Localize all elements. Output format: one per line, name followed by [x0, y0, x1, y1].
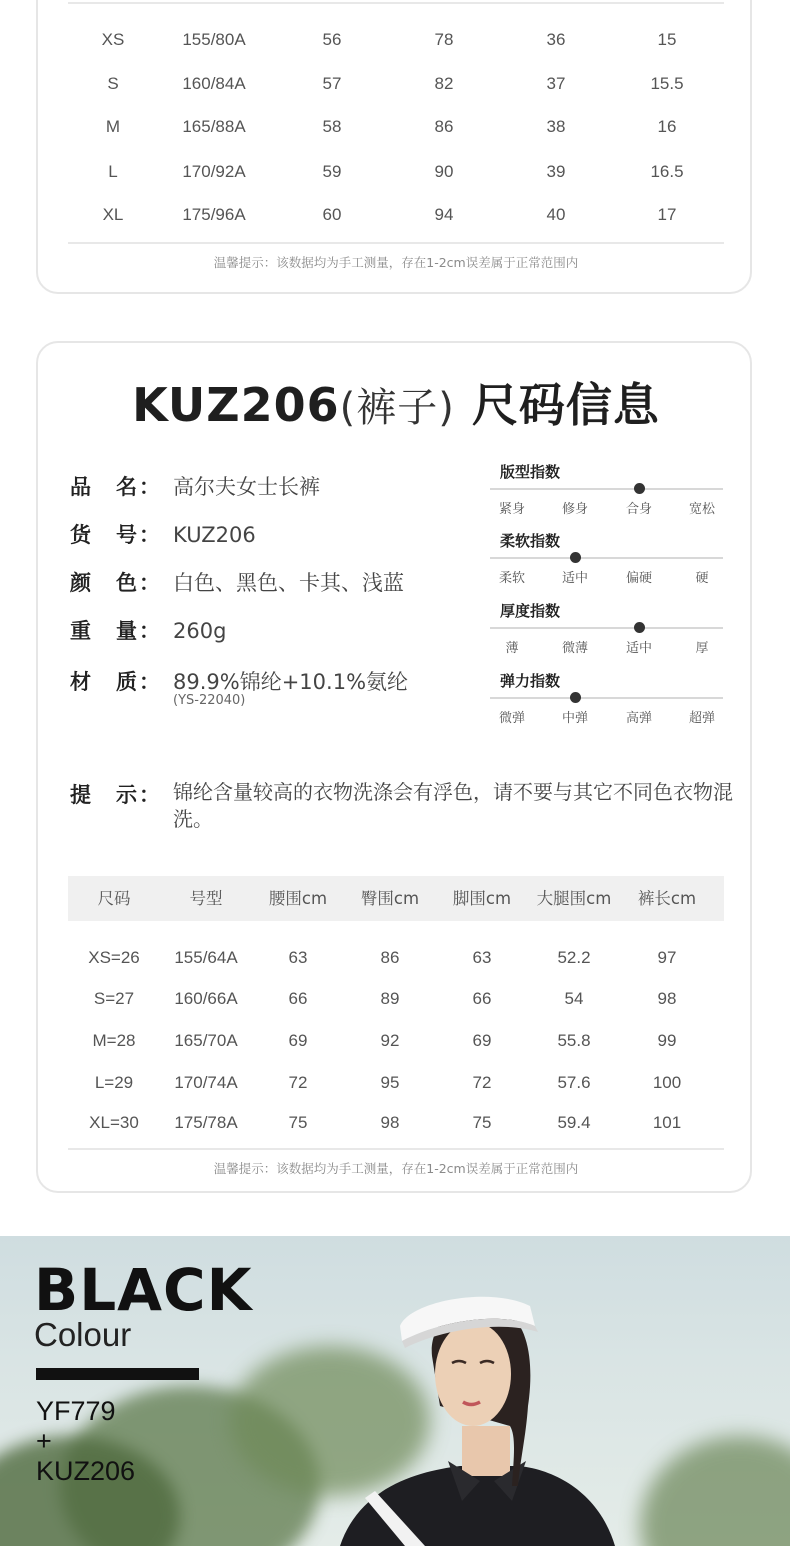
table-cell: 155/64A [174, 948, 238, 967]
table-cell: 98 [380, 1113, 400, 1132]
color-name-heading: BLACK [34, 1256, 253, 1324]
table-cell: 54 [564, 989, 584, 1008]
info-subvalue: (YS-22040) [173, 693, 246, 708]
size-table-header [68, 876, 724, 921]
measurement-note: 温馨提示：该数据均为手工测量，存在1-2cm误差属于正常范围内 [213, 1161, 579, 1176]
scale-option: 厚 [695, 641, 709, 656]
table-cell: 16.5 [650, 162, 684, 181]
scale-option: 合身 [625, 502, 652, 517]
table-cell: 15 [657, 30, 677, 49]
scale-option: 薄 [505, 641, 519, 656]
table-cell: 36 [546, 30, 566, 49]
column-header: 脚围cm [452, 889, 512, 908]
table-cell: 69 [472, 1031, 492, 1050]
index-scale [490, 461, 723, 531]
table-divider [68, 242, 724, 244]
pants-size-card [36, 341, 752, 1193]
table-cell: 40 [546, 205, 566, 224]
table-cell: 86 [434, 117, 454, 136]
table-cell: 78 [434, 30, 454, 49]
title-code: KUZ206 [132, 378, 340, 432]
scale-title: 柔软指数 [500, 532, 561, 550]
index-scale [490, 600, 723, 670]
column-header: 裤长cm [637, 889, 697, 908]
info-label: 材 质： [70, 670, 162, 694]
info-label: 颜 色： [70, 571, 162, 595]
table-row [38, 69, 754, 99]
table-cell: M [105, 117, 121, 136]
table-row [38, 1068, 754, 1098]
column-header: 尺码 [97, 889, 131, 908]
model-figure [330, 1286, 630, 1546]
table-cell: 56 [322, 30, 342, 49]
table-row [38, 200, 754, 230]
scale-marker [570, 552, 581, 563]
scale-title: 弹力指数 [500, 672, 561, 690]
scale-option: 微弹 [498, 711, 525, 726]
scale-option: 中弹 [561, 711, 588, 726]
scale-option: 柔软 [498, 571, 525, 586]
scale-marker [634, 483, 645, 494]
table-cell: 72 [472, 1073, 492, 1092]
table-row [38, 943, 754, 973]
table-cell: 69 [288, 1031, 308, 1050]
table-cell: XS=26 [88, 948, 140, 967]
scale-option: 超弹 [688, 711, 715, 726]
scale-option: 修身 [561, 502, 588, 517]
scale-option: 微薄 [561, 641, 588, 656]
scale-title: 厚度指数 [500, 602, 561, 620]
table-cell: 17 [657, 205, 677, 224]
scale-marker [634, 622, 645, 633]
table-cell: 155/80A [182, 30, 246, 49]
table-cell: 175/78A [174, 1113, 238, 1132]
table-cell: 75 [288, 1113, 308, 1132]
table-cell: 75 [472, 1113, 492, 1132]
table-cell: 39 [546, 162, 566, 181]
table-row [38, 1026, 754, 1056]
table-cell: 170/74A [174, 1073, 238, 1092]
scale-marker [570, 692, 581, 703]
scale-track [490, 557, 723, 559]
table-cell: 165/70A [174, 1031, 238, 1050]
info-label: 品 名： [70, 475, 162, 499]
table-row [38, 984, 754, 1014]
column-header: 号型 [189, 889, 223, 908]
table-cell: 59.4 [557, 1113, 591, 1132]
heading-underline [36, 1368, 199, 1380]
table-cell: 57 [322, 74, 342, 93]
table-cell: 90 [434, 162, 454, 181]
table-cell: 95 [380, 1073, 400, 1092]
info-value: KUZ206 [173, 523, 256, 547]
tree-foliage [640, 1436, 790, 1546]
table-cell: 16 [657, 117, 677, 136]
tip-text: 锦纶含量较高的衣物洗涤会有浮色，请不要与其它不同色衣物混洗。 [173, 780, 733, 831]
table-cell: 55.8 [557, 1031, 591, 1050]
table-row [38, 25, 754, 55]
table-cell: 175/96A [182, 205, 246, 224]
combo-bottom-code: KUZ206 [36, 1456, 136, 1486]
table-cell: 99 [657, 1031, 677, 1050]
table-cell: 94 [434, 205, 454, 224]
table-cell: L=29 [94, 1073, 134, 1092]
scale-option: 宽松 [688, 502, 715, 517]
table-cell: 98 [657, 989, 677, 1008]
scale-track [490, 627, 723, 629]
model-photo-banner [0, 1236, 790, 1546]
table-cell: 165/88A [182, 117, 246, 136]
table-divider [68, 1148, 724, 1150]
table-cell: 58 [322, 117, 342, 136]
table-cell: 66 [472, 989, 492, 1008]
table-cell: 60 [322, 205, 342, 224]
scale-option: 适中 [625, 641, 652, 656]
table-cell: XL [102, 205, 124, 224]
table-cell: 100 [652, 1073, 682, 1092]
table-cell: 15.5 [650, 74, 684, 93]
info-value: 260g [173, 619, 227, 643]
table-cell: XL=30 [89, 1113, 139, 1132]
table-row [38, 1108, 754, 1138]
table-cell: 63 [472, 948, 492, 967]
combo-plus: + [36, 1426, 52, 1456]
scale-option: 偏硬 [625, 571, 652, 586]
table-cell: S=27 [93, 989, 135, 1008]
table-cell: M=28 [92, 1031, 136, 1050]
table-cell: 66 [288, 989, 308, 1008]
table-cell: 38 [546, 117, 566, 136]
combo-top-code: YF779 [36, 1396, 116, 1426]
table-cell: 52.2 [557, 948, 591, 967]
table-cell: 97 [657, 948, 677, 967]
table-cell: 160/84A [182, 74, 246, 93]
scale-track [490, 697, 723, 699]
card-title [38, 369, 754, 435]
table-cell: 63 [288, 948, 308, 967]
measurement-note: 温馨提示：该数据均为手工测量，存在1-2cm误差属于正常范围内 [213, 255, 579, 270]
table-cell: 72 [288, 1073, 308, 1092]
info-value: 白色、黑色、卡其、浅蓝 [173, 571, 404, 595]
outfit-combo [36, 1396, 135, 1486]
table-cell: 57.6 [557, 1073, 591, 1092]
color-word: Colour [34, 1316, 132, 1353]
scale-option: 紧身 [498, 502, 525, 517]
table-cell: 101 [652, 1113, 682, 1132]
table-cell: 82 [434, 74, 454, 93]
scale-title: 版型指数 [500, 463, 561, 481]
scale-track [490, 488, 723, 490]
table-cell: 86 [380, 948, 400, 967]
table-cell: 59 [322, 162, 342, 181]
table-row [38, 157, 754, 187]
info-label: 重 量： [70, 619, 162, 643]
title-paren: (裤子) [339, 385, 455, 431]
tip-label: 提 示： [70, 783, 162, 807]
scale-option: 硬 [695, 571, 709, 586]
column-header: 臀围cm [360, 889, 420, 908]
info-value: 89.9%锦纶+10.1%氨纶 [173, 670, 409, 694]
table-cell: 170/92A [182, 162, 246, 181]
index-scale [490, 530, 723, 600]
table-cell: 37 [546, 74, 566, 93]
scale-option: 适中 [561, 571, 588, 586]
table-cell: S [107, 74, 119, 93]
table-cell: 160/66A [174, 989, 238, 1008]
column-header: 大腿围cm [536, 889, 612, 908]
info-value: 高尔夫女士长裤 [173, 475, 320, 499]
title-rest: 尺码信息 [471, 378, 660, 432]
index-scale [490, 670, 723, 740]
scale-option: 高弹 [625, 711, 652, 726]
table-cell: 92 [380, 1031, 400, 1050]
column-header: 腰围cm [268, 889, 328, 908]
table-divider [68, 2, 724, 4]
table-cell: L [108, 162, 118, 181]
table-cell: XS [101, 30, 125, 49]
info-label: 货 号： [70, 523, 162, 547]
table-row [38, 112, 754, 142]
top-size-card [36, 0, 752, 294]
table-cell: 89 [380, 989, 400, 1008]
